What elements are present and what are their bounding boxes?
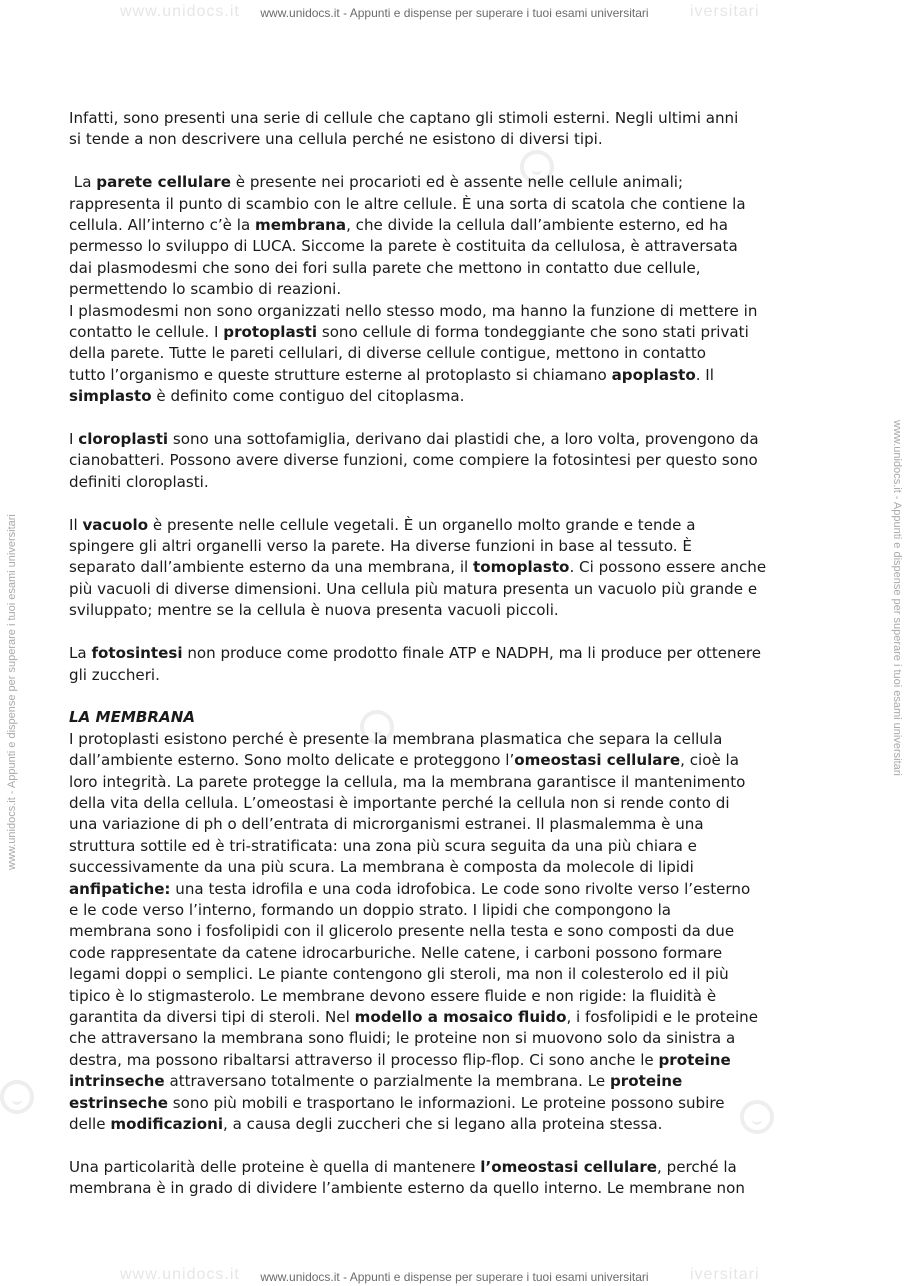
text-line: membrana sono i fosfolipidi con il glicerolo presente nella testa e sono composti da due [69, 922, 735, 941]
text-line: delle modificazioni, a causa degli zuccheri che si legano alla proteina stessa. [69, 1115, 663, 1134]
bold-term: anfipatiche: [69, 879, 171, 898]
text-line: destra, ma possono ribaltarsi attraverso il processo flip-flop. Ci sono anche le proteine [69, 1050, 731, 1069]
text-line: e le code verso l’interno, formando un doppio strato. I lipidi che compongono la [69, 900, 672, 919]
bold-term: l’omeostasi cellulare [480, 1157, 658, 1176]
section-heading: LA MEMBRANA [69, 708, 196, 727]
text-line: contatto le cellule. I protoplasti sono cellule di forma tondeggiante che sono stati privati [69, 323, 749, 342]
text-line: permesso lo sviluppo di LUCA. Siccome la parete è costituita da cellulosa, è attraversata [69, 237, 738, 256]
bold-term: estrinseche [69, 1093, 168, 1112]
watermark-ghost-bottom-right: iversitari [690, 1266, 760, 1283]
watermark-ghost-top-right: iversitari [690, 3, 760, 20]
text-line: struttura sottile ed è tri-stratificata: una zona più scura seguita da una più chiara e [69, 836, 697, 855]
text-line: garantita da diversi tipi di steroli. Nel modello a mosaico fluido, i fosfolipidi e le proteine [69, 1007, 759, 1026]
text-line: legami doppi o semplici. Le piante contengono gli steroli, ma non il colesterolo ed il più [69, 965, 729, 984]
text-line: separato dall’ambiente esterno da una membrana, il tomoplasto. Ci possono essere anche [69, 558, 767, 577]
text-line: Infatti, sono presenti una serie di cellule che captano gli stimoli esterni. Negli ultimi anni [69, 109, 739, 127]
bold-term: modello a mosaico fluido [354, 1007, 567, 1026]
bold-term: parete cellulare [96, 173, 231, 192]
bold-term: cloroplasti [78, 430, 169, 449]
text-line: spingere gli altri organelli verso la parete. Ha diverse funzioni in base al tessuto. È [69, 537, 692, 556]
paragraph-gap [69, 408, 829, 429]
text-line: rappresenta il punto di scambio con le altre cellule. È una sorta di scatola che contiene la [69, 194, 746, 213]
bold-term: tomoplasto [473, 558, 570, 577]
watermark-footer: www.unidocs.it - Appunti e dispense per superare i tuoi esami universitari [260, 1270, 649, 1284]
text-line: I protoplasti esistono perché è presente la membrana plasmatica che separa la cellula [69, 729, 723, 748]
text-line: cianobatteri. Possono avere diverse funzioni, come compiere la fotosintesi per questo sono [69, 451, 758, 470]
bold-term: protoplasti [223, 323, 318, 342]
text-line: della parete. Tutte le pareti cellulari, di diverse cellule contigue, mettono in contatto [69, 344, 706, 363]
paragraph-gap [69, 1135, 829, 1156]
bold-term: membrana [255, 216, 347, 235]
text-line: La parete cellulare è presente nei procarioti ed è assente nelle cellule animali; [69, 173, 684, 192]
bold-term: fotosintesi [91, 644, 183, 663]
text-line: La fotosintesi non produce come prodotto finale ATP e NADPH, ma li produce per ottenere [69, 644, 762, 663]
text-line: membrana è in grado di dividere l’ambiente esterno da quello interno. Le membrane non [69, 1179, 745, 1198]
text-line: successivamente da una più scura. La membrana è composta da molecole di lipidi [69, 858, 694, 877]
bold-term: vacuolo [82, 515, 149, 534]
bold-term: modificazioni [110, 1115, 223, 1134]
paragraph-gap [69, 686, 829, 707]
text-line: Il vacuolo è presente nelle cellule vegetali. È un organello molto grande e tende a [69, 515, 696, 534]
text-line: tipico è lo stigmasterolo. Le membrane devono essere fluide e non rigide: la fluidità è [69, 986, 717, 1005]
text-line: I plasmodesmi non sono organizzati nello stesso modo, ma hanno la funzione di mettere in [69, 301, 758, 320]
text-line: anfipatiche: una testa idrofila e una coda idrofobica. Le code sono rivolte verso l’esterno [69, 879, 751, 898]
text-line: code rappresentate da catene idrocarburiche. Nelle catene, i carboni possono formare [69, 943, 723, 962]
text-line: si tende a non descrivere una cellula perché ne esistono di diversi tipi. [69, 130, 603, 149]
text-line: tutto l’organismo e queste strutture esterne al protoplasto si chiamano apoplasto. Il [69, 365, 714, 384]
text-line: cellula. All’interno c’è la membrana, che divide la cellula dall’ambiente esterno, ed ha [69, 216, 728, 235]
bold-term: omeostasi cellulare [514, 751, 681, 770]
text-line: che attraversano la membrana sono fluidi; le proteine non si muovono solo da sinistra a [69, 1029, 736, 1048]
watermark-header: www.unidocs.it - Appunti e dispense per superare i tuoi esami universitari [260, 6, 649, 20]
watermark-ghost-bottom: www.unidocs.it [120, 1266, 240, 1283]
text-line: una variazione di ph o dell’entrata di microrganismi estranei. Il plasmalemma è una [69, 815, 704, 834]
paragraph-gap [69, 493, 829, 514]
watermark-side-left: www.unidocs.it - Appunti e dispense per superare i tuoi esami universitari [6, 514, 18, 870]
text-line: gli zuccheri. [69, 665, 160, 684]
watermark-logo-icon [0, 1080, 34, 1114]
bold-term: apoplasto [611, 365, 696, 384]
bold-term: proteine [658, 1050, 731, 1069]
text-line: permettendo lo scambio di reazioni. [69, 280, 342, 299]
watermark-ghost-top: www.unidocs.it [120, 3, 240, 20]
text-line: sviluppato; mentre se la cellula è nuova presenta vacuoli piccoli. [69, 601, 559, 620]
text-line: simplasto è definito come contiguo del citoplasma. [69, 387, 465, 406]
text-line: della vita della cellula. L’omeostasi è importante perché la cellula non si rende conto di [69, 793, 730, 812]
text-line: I cloroplasti sono una sottofamiglia, derivano dai plastidi che, a loro volta, provengono da [69, 430, 759, 449]
text-line: dall’ambiente esterno. Sono molto delicate e proteggono l’omeostasi cellulare, cioè la [69, 751, 739, 770]
text-line: definiti cloroplasti. [69, 472, 209, 491]
text-line: più vacuoli di diverse dimensioni. Una cellula più matura presenta un vacuolo più grande e [69, 579, 758, 598]
watermark-side-right: www.unidocs.it - Appunti e dispense per superare i tuoi esami universitari [891, 420, 903, 776]
text-line: estrinseche sono più mobili e trasportano le informazioni. Le proteine possono subire [69, 1093, 725, 1112]
text-line: dai plasmodesmi che sono dei fori sulla parete che mettono in contatto due cellule, [69, 258, 701, 277]
paragraph-gap [69, 622, 829, 643]
document-body [69, 108, 829, 1200]
bold-term: intrinseche [69, 1072, 165, 1091]
paragraph-gap [69, 151, 829, 172]
text-line: loro integrità. La parete protegge la cellula, ma la membrana garantisce il mantenimento [69, 772, 746, 791]
bold-term: simplasto [69, 387, 152, 406]
bold-term: proteine [610, 1072, 683, 1091]
text-line: intrinseche attraversano totalmente o parzialmente la membrana. Le proteine [69, 1072, 683, 1091]
text-line: Una particolarità delle proteine è quella di mantenere l’omeostasi cellulare, perché la [69, 1157, 737, 1176]
